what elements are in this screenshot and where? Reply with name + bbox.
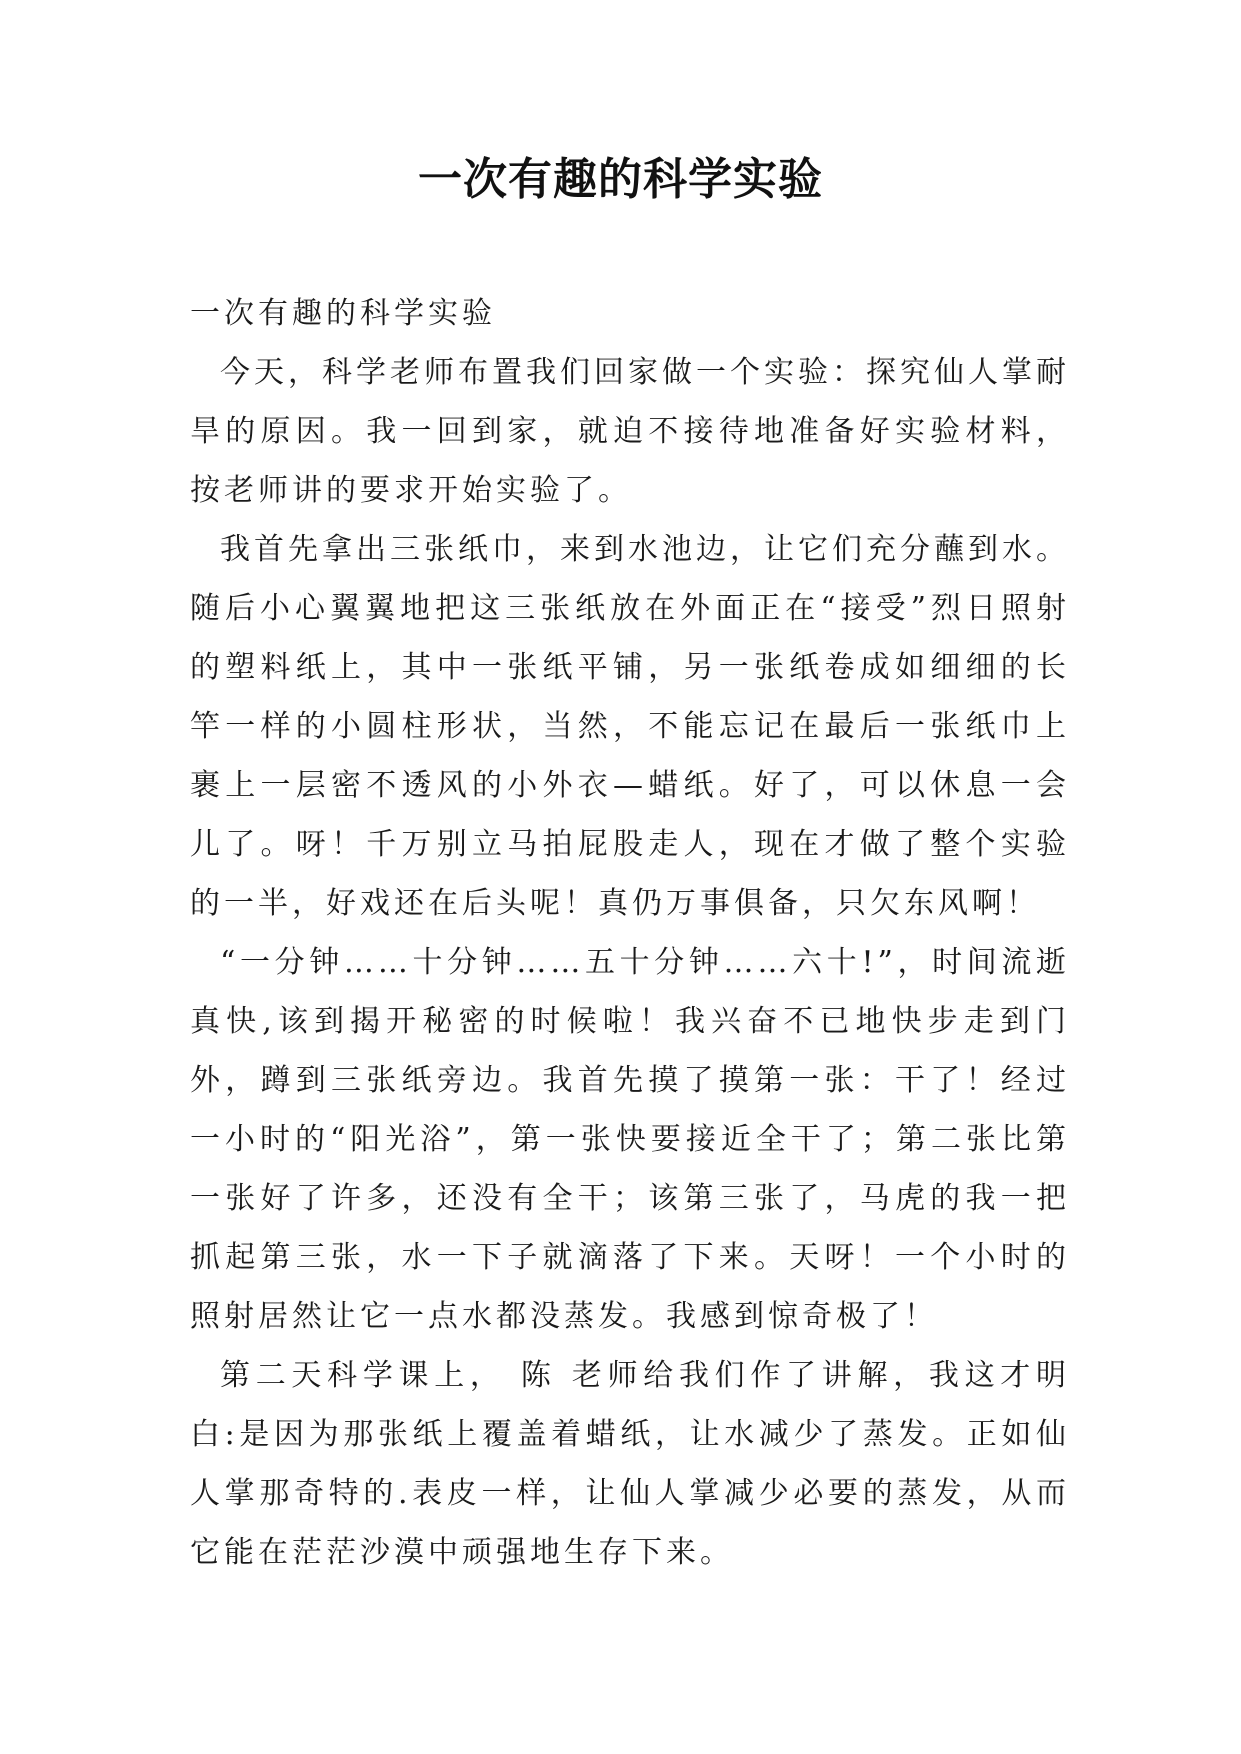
paragraph-1: 今天，科学老师布置我们回家做一个实验：探究仙人掌耐旱的原因。我一回到家，就迫不接待地准备好实验材料，按老师讲的要求开始实验了。 <box>190 355 1070 508</box>
document-subtitle: 一次有趣的科学实验 <box>190 296 496 331</box>
paragraph-3: “一分钟……十分钟……五十分钟……六十!”，时间流逝真快,该到揭开秘密的时候啦！我兴奋不已地快步走到门外，蹲到三张纸旁边。我首先摸了摸第一张：干了！经过一小时的“阳光浴”，第一张快要接近全干了；第二张比第一张好了许多，还没有全干；该第三张了，马虎的我一把抓起第三张，水一下子就滴落了下来。天呀！一个小时的照射居然让它一点水都没蒸发。我感到惊奇极了！ <box>190 945 1070 1334</box>
document-title: 一次有趣的科学实验 <box>418 154 823 205</box>
paragraph-4: 第二天科学课上， 陈 老师给我们作了讲解，我这才明白:是因为那张纸上覆盖着蜡纸，让水减少了蒸发。正如仙人掌那奇特的.表皮一样，让仙人掌减少必要的蒸发，从而它能在茫茫沙漠中顽强地生存下来。 <box>190 1358 1070 1570</box>
paragraph-2: 我首先拿出三张纸巾，来到水池边，让它们充分蘸到水。随后小心翼翼地把这三张纸放在外面正在“接受”烈日照射的塑料纸上，其中一张纸平铺，另一张纸卷成如细细的长竿一样的小圆柱形状，当然，不能忘记在最后一张纸巾上裹上一层密不透风的小外衣—蜡纸。好了，可以休息一会儿了。呀！千万别立马拍屁股走人，现在才做了整个实验的一半，好戏还在后头呢！真仍万事俱备，只欠东风啊！ <box>190 532 1070 921</box>
document-body <box>190 284 1070 1582</box>
